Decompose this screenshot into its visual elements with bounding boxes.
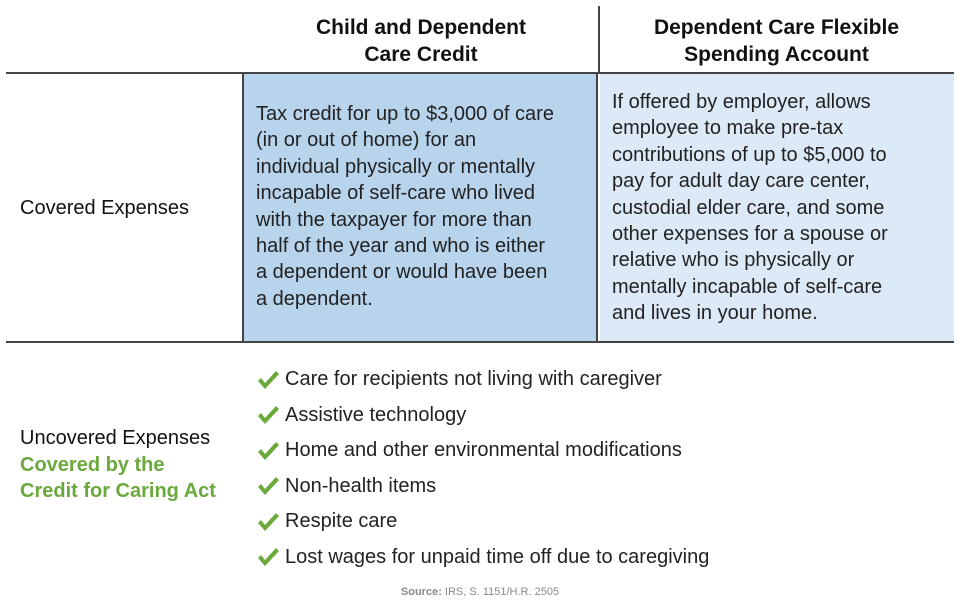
- column-divider: [598, 6, 600, 74]
- list-item: [256, 433, 709, 469]
- list-item-text: Respite care: [285, 510, 398, 533]
- row-label-uncovered-expenses: Uncovered Expenses: [20, 427, 211, 449]
- check-icon: [256, 511, 280, 533]
- list-item: [256, 504, 709, 540]
- column-header-dependent-care-fsa: Dependent Care Flexible Spending Account: [653, 16, 900, 66]
- check-icon: [256, 546, 280, 568]
- check-icon: [256, 440, 280, 462]
- source-prefix: Source:: [400, 586, 442, 598]
- column-header-child-dependent-care-credit: Child and Dependent Care Credit: [316, 16, 526, 66]
- row-rule: [6, 341, 954, 343]
- source-note: [0, 586, 960, 598]
- list-item-text: Non-health items: [285, 474, 437, 497]
- row-label-covered-expenses: Covered Expenses: [20, 197, 189, 219]
- list-item-text: Care for recipients not living with caregiver: [285, 368, 662, 391]
- list-item: [256, 540, 709, 576]
- list-item-text: Assistive technology: [285, 403, 467, 426]
- check-icon: [256, 404, 280, 426]
- check-icon: [256, 369, 280, 391]
- covered-text-credit: Tax credit for up to $3,000 of care (in or out of home) for an individual physically or mentally incapable of self-care who lived with the taxpayer for more than half of the year and who is either a dependent or would have been a dependent.: [256, 103, 554, 310]
- list-item: [256, 398, 709, 434]
- covered-text-fsa: If offered by employer, allows employee to make pre-tax contributions of up to $5,000 to pay for adult day care center, custodial elder care, and some other expenses for a spouse or relative who is physically or mentally incapable of self-care and lives in your home.: [612, 91, 888, 325]
- uncovered-expenses-list: [256, 362, 709, 575]
- row-label-credit-for-caring-act: Covered by the Credit for Caring Act: [20, 454, 216, 502]
- list-item: [256, 469, 709, 505]
- source-text: IRS, S. 1151/H.R. 2505: [441, 586, 560, 598]
- list-item-text: Home and other environmental modifications: [285, 439, 682, 462]
- check-icon: [256, 475, 280, 497]
- list-item: [256, 362, 709, 398]
- list-item-text: Lost wages for unpaid time off due to caregiving: [285, 545, 710, 568]
